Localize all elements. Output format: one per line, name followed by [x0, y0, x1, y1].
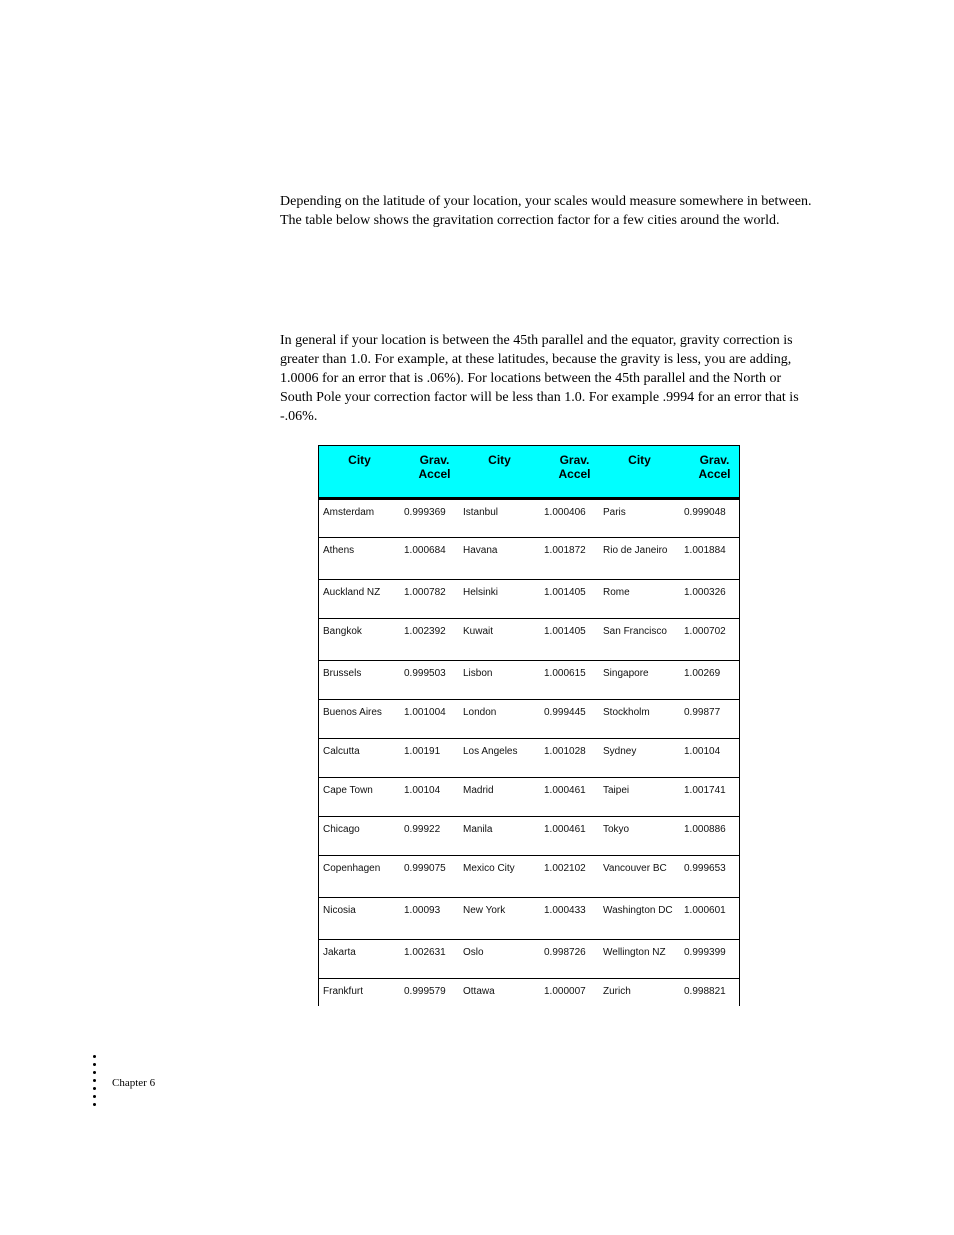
cell-city: Wellington NZ	[599, 940, 680, 979]
cell-city: Vancouver BC	[599, 856, 680, 898]
table-row	[319, 979, 739, 1007]
cell-grav-accel: 0.999579	[404, 986, 446, 997]
cell-grav-accel: 1.00093	[400, 898, 459, 940]
table-row	[319, 700, 739, 739]
cell-grav-accel: 1.000326	[680, 580, 739, 619]
table-row	[319, 898, 739, 940]
table-row	[319, 778, 739, 817]
cell-grav-accel: 1.001884	[680, 538, 739, 580]
cell-grav-accel: 1.002392	[400, 619, 459, 661]
cell-grav-accel: 1.000007	[544, 986, 586, 997]
cell-grav-accel: 1.001741	[680, 778, 739, 817]
cell-city: Rome	[599, 580, 680, 619]
cell-grav-accel: 1.00191	[400, 739, 459, 778]
table-row	[319, 619, 739, 661]
cell-city: Istanbul	[459, 499, 540, 538]
cell-city: Havana	[459, 538, 540, 580]
cell-city: Amsterdam	[319, 499, 400, 538]
header-city: City	[599, 446, 680, 499]
explanation-paragraph: In general if your location is between the 45th parallel and the equator, gravity correction is greater than 1.0. For example, at these latitudes, because the gravity is less, you are adding, 1.0006 for an error that is .06%). For locations between the 45th parallel and the North or South Pole your correction factor will be less than 1.0. For example .9994 for an error that is -.06%.	[280, 333, 799, 424]
cell-grav-accel: 0.999399	[680, 940, 739, 979]
table-row	[319, 856, 739, 898]
cell-city: Frankfurt	[323, 986, 364, 997]
cell-grav-accel: 0.999503	[400, 661, 459, 700]
cell-grav-accel: 1.000702	[680, 619, 739, 661]
cell-grav-accel: 1.000433	[540, 898, 599, 940]
cell-city: Nicosia	[319, 898, 400, 940]
intro-paragraph: Depending on the latitude of your location, your scales would measure somewhere in between. The table below shows the gravitation correction factor for a few cities around the world.	[280, 194, 812, 228]
table-header-row	[319, 446, 739, 499]
table-row	[319, 661, 739, 700]
header-city: City	[319, 446, 400, 499]
cell-grav-accel: 1.002102	[540, 856, 599, 898]
cell-grav-accel: 0.99922	[400, 817, 459, 856]
cell-grav-accel: 1.000601	[680, 898, 739, 940]
cell-city: Athens	[319, 538, 400, 580]
cell-city: Stockholm	[599, 700, 680, 739]
cell-city: Madrid	[459, 778, 540, 817]
cell-grav-accel: 1.001405	[540, 619, 599, 661]
cell-city: Calcutta	[319, 739, 400, 778]
cell-grav-accel: 0.998821	[684, 986, 726, 997]
table-row	[319, 940, 739, 979]
cell-grav-accel: 1.000684	[400, 538, 459, 580]
cell-city: New York	[459, 898, 540, 940]
gravity-table	[319, 446, 739, 1006]
header-grav-accel: Grav. Accel	[680, 446, 739, 499]
cell-city: San Francisco	[599, 619, 680, 661]
cell-city: Copenhagen	[319, 856, 400, 898]
cell-city: Mexico City	[459, 856, 540, 898]
cell-grav-accel: 0.999075	[400, 856, 459, 898]
cell-city: Los Angeles	[459, 739, 540, 778]
cell-city: Ottawa	[463, 986, 495, 997]
cell-city: Bangkok	[319, 619, 400, 661]
header-grav-accel: Grav. Accel	[540, 446, 599, 499]
cell-grav-accel: 1.001028	[540, 739, 599, 778]
cell-grav-accel: 0.999653	[680, 856, 739, 898]
cell-grav-accel: 1.001405	[540, 580, 599, 619]
cell-grav-accel: 1.000886	[680, 817, 739, 856]
cell-grav-accel: 1.00269	[680, 661, 739, 700]
gravity-correction-table	[318, 445, 740, 1006]
cell-city: Lisbon	[459, 661, 540, 700]
cell-grav-accel: 1.000461	[540, 817, 599, 856]
cell-city: Kuwait	[459, 619, 540, 661]
cell-city: Oslo	[459, 940, 540, 979]
cell-city: Zurich	[603, 986, 631, 997]
cell-city: Singapore	[599, 661, 680, 700]
header-grav-accel: Grav. Accel	[400, 446, 459, 499]
cell-city: Taipei	[599, 778, 680, 817]
cell-city: Helsinki	[459, 580, 540, 619]
cell-city: Washington DC	[599, 898, 680, 940]
cell-grav-accel: 1.000406	[540, 499, 599, 538]
cell-grav-accel: 1.000615	[540, 661, 599, 700]
header-city: City	[459, 446, 540, 499]
chapter-label: Chapter 6	[112, 1077, 156, 1089]
cell-city: Rio de Janeiro	[599, 538, 680, 580]
cell-city: Cape Town	[319, 778, 400, 817]
table-row	[319, 817, 739, 856]
cell-grav-accel: 0.998726	[540, 940, 599, 979]
cell-city: Sydney	[599, 739, 680, 778]
cell-city: Auckland NZ	[319, 580, 400, 619]
table-row	[319, 739, 739, 778]
cell-grav-accel: 0.999048	[680, 499, 739, 538]
table-row	[319, 580, 739, 619]
cell-city: Tokyo	[599, 817, 680, 856]
cell-city: Chicago	[319, 817, 400, 856]
cell-city: Paris	[599, 499, 680, 538]
cell-city: Brussels	[319, 661, 400, 700]
cell-grav-accel: 0.99877	[680, 700, 739, 739]
cell-grav-accel: 1.002631	[400, 940, 459, 979]
cell-city: Jakarta	[319, 940, 400, 979]
cell-city: Manila	[459, 817, 540, 856]
cell-grav-accel: 1.001872	[540, 538, 599, 580]
table-row	[319, 499, 739, 538]
cell-grav-accel: 1.000461	[540, 778, 599, 817]
cell-grav-accel: 1.000782	[400, 580, 459, 619]
cell-grav-accel: 1.00104	[680, 739, 739, 778]
margin-dots	[93, 1055, 99, 1111]
cell-grav-accel: 0.999445	[540, 700, 599, 739]
cell-grav-accel: 1.00104	[400, 778, 459, 817]
cell-city: Buenos Aires	[319, 700, 400, 739]
table-row	[319, 538, 739, 580]
cell-grav-accel: 0.999369	[400, 499, 459, 538]
cell-grav-accel: 1.001004	[400, 700, 459, 739]
cell-city: London	[459, 700, 540, 739]
